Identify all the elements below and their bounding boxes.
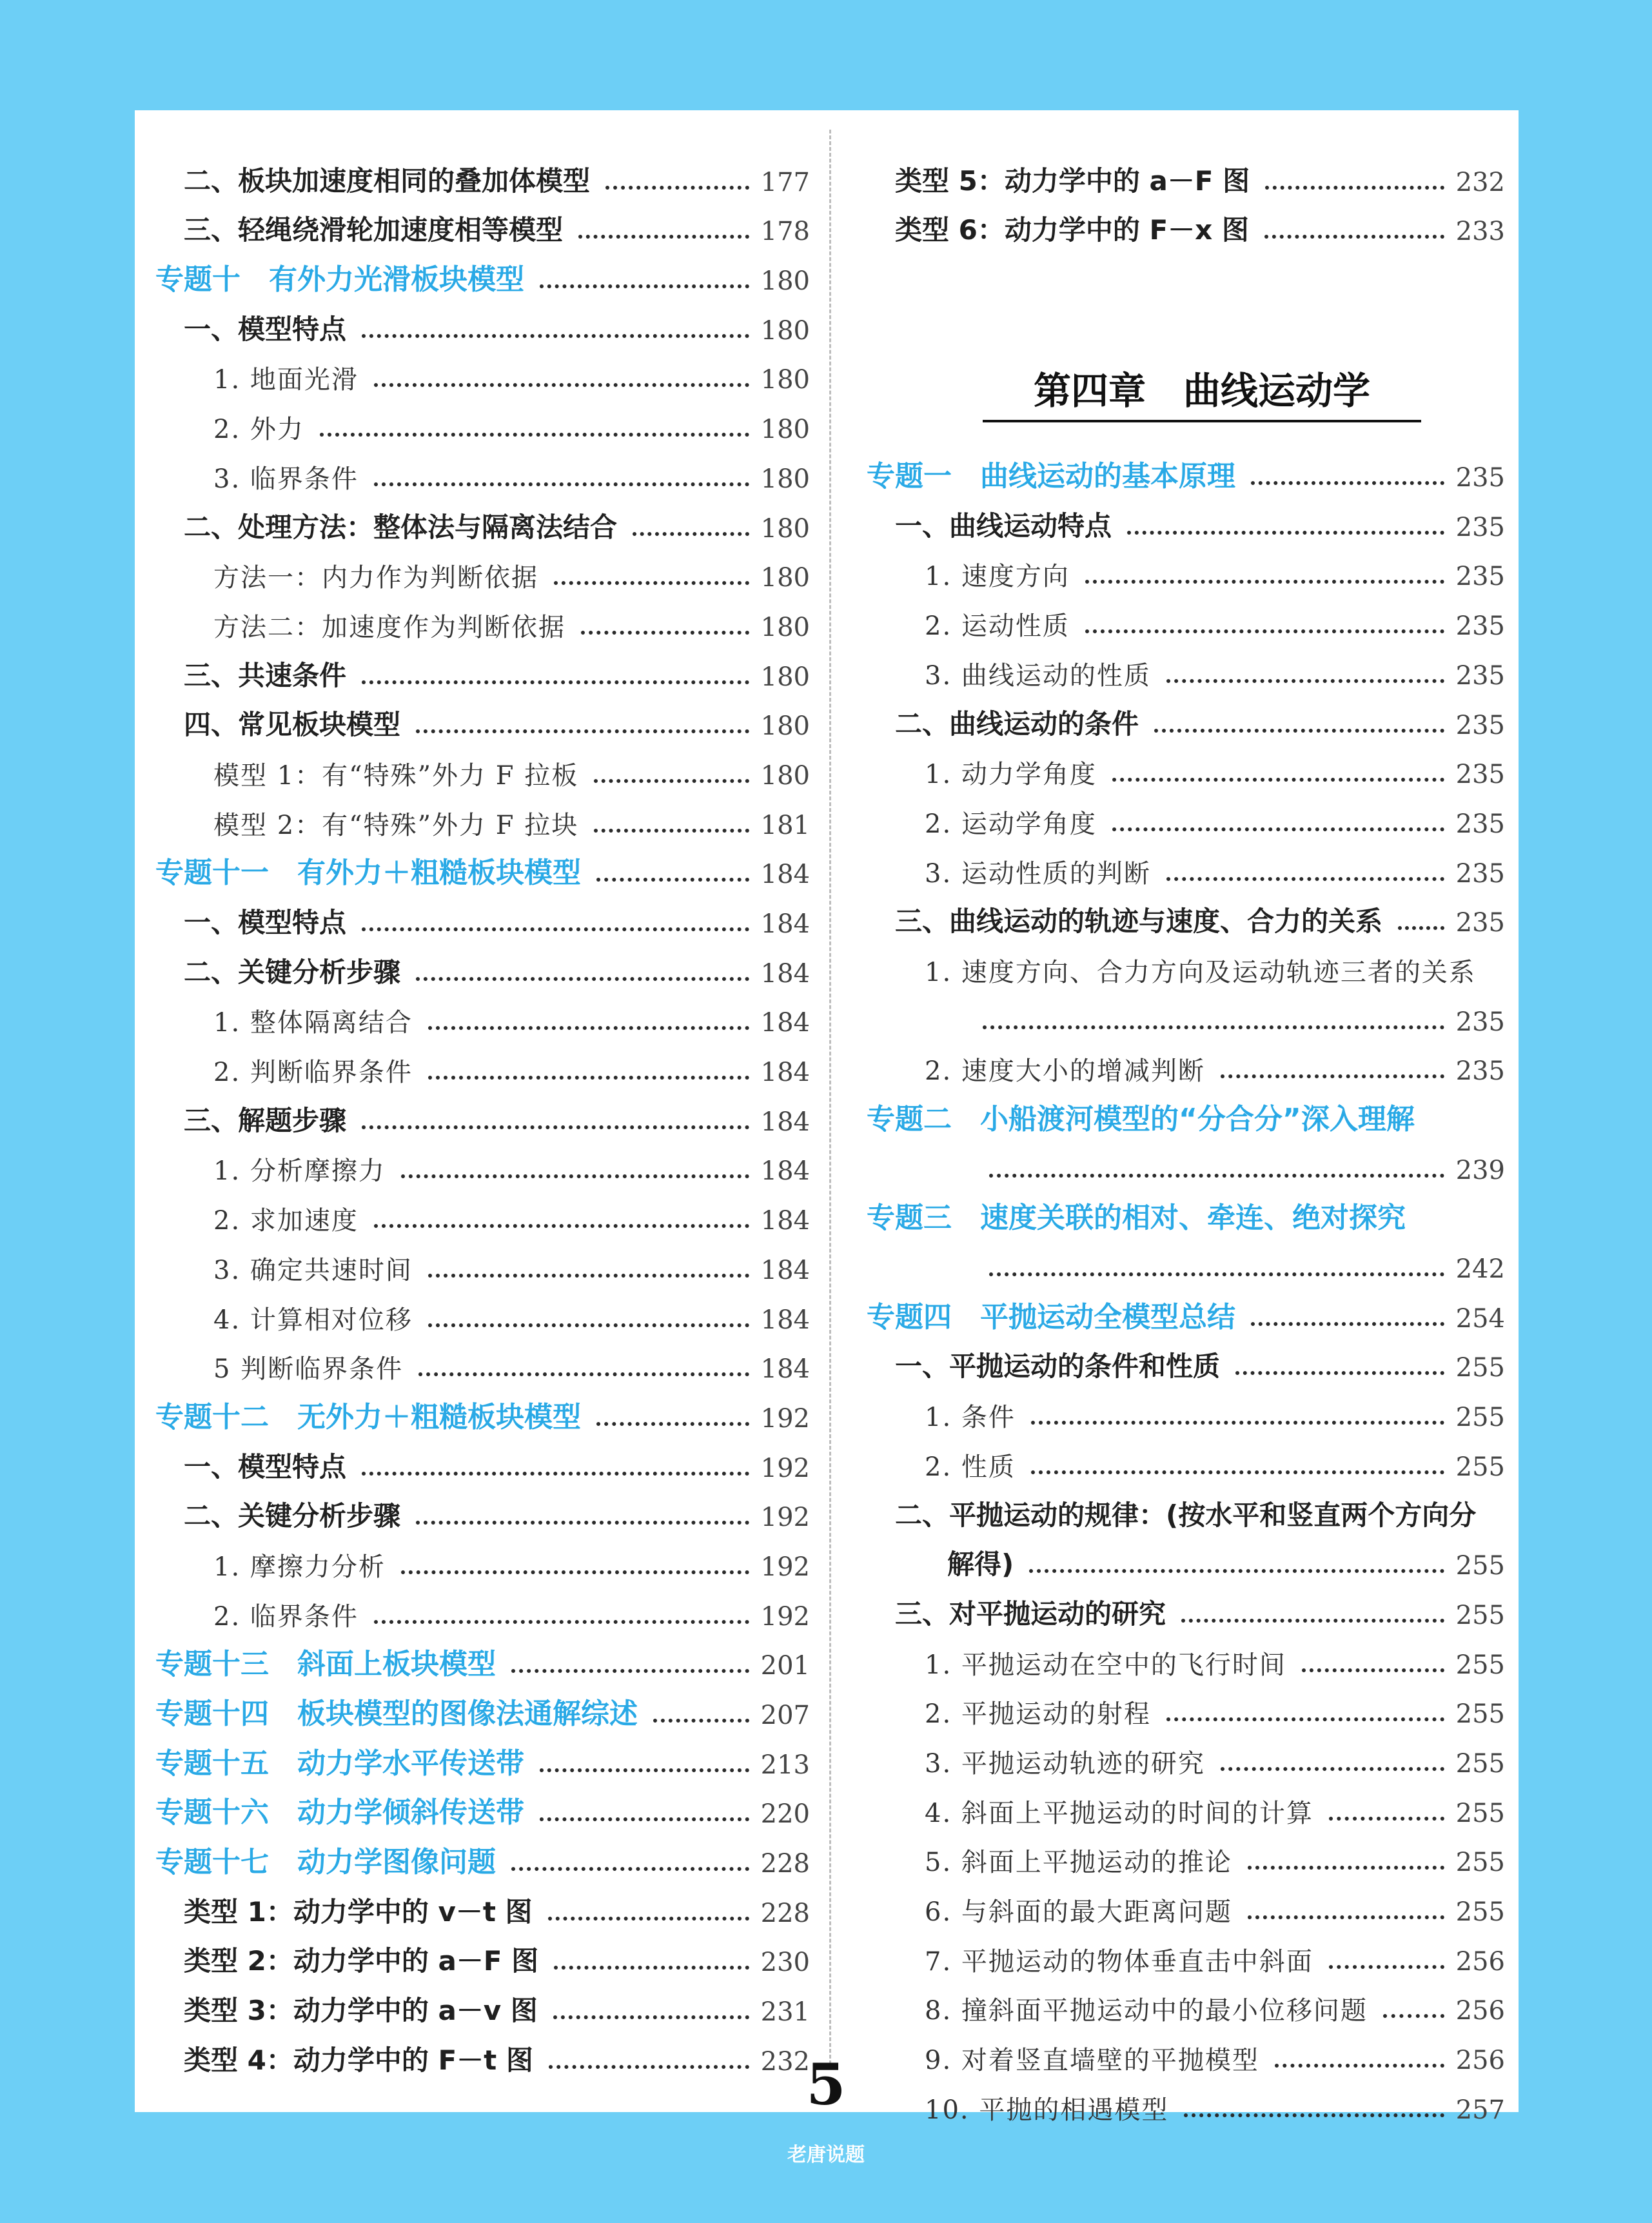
- toc-entry-title: 类型 4：动力学中的 F－t 图: [184, 2044, 533, 2076]
- toc-entry-page: 256: [1455, 2046, 1505, 2076]
- toc-entry-page: 192: [760, 1503, 810, 1533]
- leader-dots: [1235, 1371, 1444, 1375]
- toc-entry-title: 1. 摩擦力分析: [213, 1552, 386, 1582]
- toc-entry-page: 180: [760, 464, 810, 494]
- toc-entry-title: 2. 求加速度: [213, 1206, 359, 1236]
- toc-entry-page: 255: [1455, 1650, 1505, 1680]
- toc-entry-title: 专题四 平抛运动全模型总结: [867, 1300, 1235, 1334]
- toc-entry-page: 235: [1455, 660, 1505, 691]
- leader-dots: [1265, 186, 1444, 190]
- toc-entry-page: 192: [760, 1601, 810, 1632]
- leader-dots: [374, 1620, 749, 1624]
- leader-dots: [594, 779, 749, 783]
- toc-entry-title: 专题一 曲线运动的基本原理: [867, 460, 1235, 493]
- leader-dots: [605, 186, 749, 190]
- leader-dots: [374, 383, 749, 387]
- toc-entry-title: 模型 2：有“特殊”外力 F 拉块: [213, 810, 579, 840]
- toc-entry-page: 180: [760, 563, 810, 593]
- leader-dots: [1302, 1668, 1444, 1672]
- toc-entry-title: 7. 平抛运动的物体垂直击中斜面: [925, 1946, 1313, 1977]
- toc-entry[interactable]: [155, 1485, 810, 1534]
- toc-entry-title: 1. 速度方向: [925, 562, 1070, 592]
- toc-entry[interactable]: [867, 840, 1505, 890]
- toc-entry-title: 专题十 有外力光滑板块模型: [155, 263, 524, 297]
- toc-entry-page: 235: [1455, 1056, 1505, 1087]
- toc-entry-page: 220: [760, 1799, 810, 1830]
- toc-entry-title: 模型 1：有“特殊”外力 F 拉板: [213, 760, 579, 791]
- toc-entry[interactable]: [155, 1732, 810, 1781]
- toc-entry[interactable]: [867, 1434, 1505, 1483]
- leader-dots: [1329, 1817, 1444, 1821]
- toc-entry-title: 专题十五 动力学水平传送带: [155, 1746, 524, 1780]
- toc-entry-page: 180: [760, 266, 810, 297]
- toc-entry-page: 184: [760, 860, 810, 890]
- toc-entry[interactable]: [155, 1979, 810, 2028]
- leader-dots: [554, 581, 749, 585]
- toc-entry-page: 180: [760, 513, 810, 544]
- toc-entry-page: 235: [1455, 760, 1505, 790]
- column-divider: [829, 130, 831, 2064]
- leader-dots: [362, 927, 749, 931]
- toc-entry[interactable]: [867, 1137, 1505, 1187]
- toc-entry-title: 1. 速度方向、合力方向及运动轨迹三者的关系: [925, 957, 1476, 987]
- toc-entry-title: 专题十三 斜面上板块模型: [155, 1648, 496, 1681]
- leader-dots: [1112, 778, 1444, 782]
- toc-entry[interactable]: [155, 594, 810, 644]
- toc-entry[interactable]: [155, 1435, 810, 1485]
- toc-entry[interactable]: [867, 1582, 1505, 1632]
- toc-entry-page: 181: [760, 810, 810, 840]
- leader-dots: [540, 284, 749, 288]
- toc-entry[interactable]: [867, 791, 1505, 840]
- toc-entry-title: 9. 对着竖直墙壁的平抛模型: [925, 2046, 1259, 2076]
- toc-entry-title: 1. 分析摩擦力: [213, 1156, 386, 1187]
- toc-entry-page: 235: [1455, 562, 1505, 592]
- toc-entry-title: 1. 动力学角度: [925, 760, 1097, 790]
- toc-entry-title: 一、模型特点: [184, 907, 347, 938]
- toc-entry-title: 2. 运动学角度: [925, 809, 1097, 839]
- toc-entry-page: 255: [1455, 1848, 1505, 1878]
- toc-entry-page: 239: [1455, 1155, 1505, 1185]
- toc-entry[interactable]: [155, 742, 810, 792]
- toc-entry-page: 254: [1455, 1303, 1505, 1334]
- toc-entry-title: 二、处理方法：整体法与隔离法结合: [184, 511, 618, 543]
- toc-entry[interactable]: [867, 1384, 1505, 1434]
- leader-dots: [1221, 1767, 1444, 1771]
- toc-entry-title: 专题十四 板块模型的图像法通解综述: [155, 1697, 638, 1730]
- toc-entry-title: 二、平抛运动的规律：(按水平和竖直两个方向分: [895, 1499, 1477, 1531]
- leader-dots: [1112, 827, 1444, 831]
- toc-entry-title: 2. 速度大小的增减判断: [925, 1056, 1205, 1087]
- leader-dots: [1251, 481, 1444, 485]
- toc-entry[interactable]: [867, 1928, 1505, 1978]
- leader-dots: [1085, 580, 1444, 584]
- toc-left-column: [155, 149, 810, 2078]
- leader-dots: [428, 1323, 749, 1327]
- toc-entry-title: 4. 斜面上平抛运动的时间的计算: [925, 1798, 1313, 1828]
- leader-dots: [374, 482, 749, 486]
- leader-dots: [596, 1422, 749, 1426]
- toc-entry-title: 3. 运动性质的判断: [925, 858, 1151, 889]
- leader-dots: [416, 1521, 749, 1525]
- toc-entry[interactable]: [155, 1187, 810, 1237]
- toc-entry[interactable]: [867, 199, 1505, 248]
- toc-entry[interactable]: [155, 1287, 810, 1336]
- toc-entry[interactable]: [155, 1930, 810, 1979]
- toc-entry[interactable]: [155, 446, 810, 495]
- toc-entry[interactable]: [867, 1681, 1505, 1731]
- toc-entry[interactable]: [155, 396, 810, 446]
- toc-entry-title: 类型 6：动力学中的 F－x 图: [895, 214, 1249, 246]
- leader-dots: [581, 631, 749, 635]
- toc-entry-title: 3. 曲线运动的性质: [925, 660, 1151, 691]
- toc-entry[interactable]: [867, 1087, 1505, 1137]
- toc-entry[interactable]: [867, 1187, 1505, 1236]
- leader-dots: [416, 977, 749, 981]
- toc-entry-page: 184: [760, 1354, 810, 1385]
- toc-entry[interactable]: [155, 1138, 810, 1188]
- toc-entry-title: 3. 确定共速时间: [213, 1255, 413, 1285]
- toc-entry-page: 235: [1455, 512, 1505, 542]
- leader-dots: [1251, 1322, 1444, 1326]
- toc-entry-title: 四、常见板块模型: [184, 709, 401, 741]
- toc-entry-page: 213: [760, 1750, 810, 1780]
- toc-right-list: [867, 444, 1505, 2126]
- toc-entry-title: 1. 条件: [925, 1403, 1016, 1433]
- toc-entry-page: 228: [760, 1898, 810, 1928]
- toc-entry-page: 184: [760, 1305, 810, 1335]
- toc-entry[interactable]: [155, 891, 810, 940]
- toc-entry-title: 三、共速条件: [184, 659, 347, 691]
- toc-entry-page: 180: [760, 612, 810, 642]
- leader-dots: [362, 334, 749, 338]
- toc-entry-title: 2. 运动性质: [925, 611, 1070, 642]
- leader-dots: [1166, 1717, 1444, 1721]
- toc-entry-page: 255: [1455, 1600, 1505, 1630]
- leader-dots: [1154, 729, 1444, 733]
- toc-entry[interactable]: [155, 1830, 810, 1880]
- page-sheet: [135, 110, 1519, 2125]
- page-number: 5: [806, 2051, 846, 2118]
- toc-entry-title: 一、曲线运动特点: [895, 509, 1112, 542]
- leader-dots: [428, 1274, 749, 1278]
- toc-entry[interactable]: [155, 297, 810, 347]
- toc-entry-page: 232: [760, 2046, 810, 2077]
- toc-entry-title: 2. 性质: [925, 1452, 1016, 1482]
- toc-entry-page: 180: [760, 315, 810, 346]
- toc-entry[interactable]: [155, 248, 810, 297]
- toc-entry-title: 2. 平抛运动的射程: [925, 1699, 1151, 1730]
- toc-entry-page: 184: [760, 1255, 810, 1285]
- leader-dots: [320, 433, 749, 437]
- toc-entry[interactable]: [867, 890, 1505, 940]
- toc-entry-title: 专题十二 无外力＋粗糙板块模型: [155, 1400, 581, 1434]
- leader-dots: [594, 829, 749, 833]
- toc-entry-title: 5 判断临界条件: [213, 1354, 404, 1385]
- leader-dots: [578, 235, 749, 239]
- toc-entry-title: 三、解题步骤: [184, 1104, 347, 1136]
- toc-entry-title: 专题十一 有外力＋粗糙板块模型: [155, 856, 581, 890]
- toc-entry-title: 专题二 小船渡河模型的“分合分”深入理解: [867, 1103, 1415, 1136]
- toc-entry[interactable]: [155, 149, 810, 199]
- toc-entry-page: 201: [760, 1651, 810, 1681]
- leader-dots: [1383, 2014, 1444, 2018]
- toc-entry[interactable]: [155, 792, 810, 842]
- toc-entry-title: 1. 整体隔离结合: [213, 1008, 413, 1038]
- toc-entry[interactable]: [155, 644, 810, 693]
- toc-entry-page: 184: [760, 1156, 810, 1187]
- leader-dots: [1181, 1619, 1444, 1623]
- toc-entry-title: 一、模型特点: [184, 313, 347, 345]
- toc-entry-page: 235: [1455, 858, 1505, 889]
- toc-entry-page: 235: [1455, 463, 1505, 493]
- leader-dots: [1264, 235, 1444, 239]
- toc-entry-title: 一、平抛运动的条件和性质: [895, 1350, 1221, 1383]
- toc-entry[interactable]: [867, 1038, 1505, 1088]
- toc-entry-title: 4. 计算相对位移: [213, 1305, 413, 1335]
- toc-entry-title: 5. 斜面上平抛运动的推论: [925, 1848, 1232, 1878]
- toc-entry[interactable]: [155, 1237, 810, 1287]
- leader-dots: [511, 1669, 749, 1673]
- toc-entry-page: 235: [1455, 611, 1505, 642]
- toc-entry-title: 1. 地面光滑: [213, 365, 359, 395]
- toc-entry-title: 类型 1：动力学中的 v－t 图: [184, 1895, 533, 1928]
- toc-entry[interactable]: [867, 989, 1505, 1038]
- leader-dots: [362, 680, 749, 684]
- toc-entry-title: 二、板块加速度相同的叠加体模型: [184, 164, 591, 197]
- leader-dots: [428, 1026, 749, 1030]
- toc-entry-page: 228: [760, 1849, 810, 1879]
- toc-entry-title: 8. 撞斜面平抛运动中的最小位移问题: [925, 1996, 1368, 2026]
- toc-entry-title: 三、轻绳绕滑轮加速度相等模型: [184, 214, 564, 246]
- leader-dots: [553, 2015, 749, 2019]
- leader-dots: [374, 1224, 749, 1228]
- toc-entry-title: 2. 外力: [213, 415, 304, 445]
- leader-dots: [548, 1917, 749, 1921]
- toc-entry[interactable]: [155, 1336, 810, 1386]
- toc-entry[interactable]: [155, 1781, 810, 1831]
- toc-entry[interactable]: [155, 1534, 810, 1583]
- toc-entry-page: 256: [1455, 1996, 1505, 2026]
- toc-entry[interactable]: [155, 199, 810, 248]
- toc-entry[interactable]: [155, 1385, 810, 1435]
- toc-entry[interactable]: [155, 693, 810, 743]
- toc-entry-page: 242: [1455, 1254, 1505, 1285]
- toc-entry[interactable]: [867, 494, 1505, 544]
- toc-entry-title: 二、关键分析步骤: [184, 1500, 401, 1532]
- toc-entry-title: 类型 3：动力学中的 a－v 图: [184, 1995, 538, 2027]
- chapter-title: 第四章 曲线运动学: [983, 361, 1421, 422]
- toc-entry-page: 184: [760, 958, 810, 989]
- toc-entry-title: 6. 与斜面的最大距离问题: [925, 1897, 1232, 1927]
- toc-entry-page: 192: [760, 1403, 810, 1434]
- toc-entry-page: 255: [1455, 1897, 1505, 1927]
- toc-entry[interactable]: [867, 1483, 1505, 1533]
- toc-entry-page: 255: [1455, 1452, 1505, 1482]
- toc-entry[interactable]: [155, 1039, 810, 1089]
- toc-entry[interactable]: [867, 1830, 1505, 1879]
- leader-dots: [401, 1174, 749, 1178]
- toc-entry-page: 180: [760, 760, 810, 791]
- leader-dots: [1085, 629, 1444, 633]
- toc-entry[interactable]: [867, 742, 1505, 791]
- toc-entry-page: 255: [1455, 1551, 1505, 1581]
- toc-entry-title: 10. 平抛的相遇模型: [925, 2095, 1169, 2125]
- toc-entry-page: 255: [1455, 1353, 1505, 1383]
- toc-entry[interactable]: [867, 1978, 1505, 2028]
- leader-dots: [540, 1817, 749, 1821]
- toc-entry[interactable]: [867, 1236, 1505, 1285]
- leader-dots: [540, 1768, 749, 1772]
- toc-entry-page: 233: [1455, 217, 1505, 247]
- toc-entry-page: 180: [760, 662, 810, 692]
- toc-right-column: [867, 149, 1505, 2126]
- leader-dots: [1166, 877, 1444, 881]
- toc-entry-page: 235: [1455, 710, 1505, 740]
- toc-entry[interactable]: [867, 1780, 1505, 1830]
- toc-entry-page: 180: [760, 415, 810, 445]
- toc-entry-title: 2. 判断临界条件: [213, 1058, 413, 1088]
- chapter-heading-block: [867, 248, 1505, 444]
- toc-entry-page: 184: [760, 1058, 810, 1088]
- toc-entry-page: 180: [760, 365, 810, 395]
- toc-entry-page: 255: [1455, 1748, 1505, 1779]
- toc-entry[interactable]: [867, 1879, 1505, 1928]
- toc-entry[interactable]: [867, 1533, 1505, 1583]
- toc-entry[interactable]: [155, 495, 810, 545]
- toc-entry-page: 235: [1455, 1007, 1505, 1037]
- toc-entry[interactable]: [155, 1880, 810, 1930]
- leader-dots: [1398, 926, 1444, 930]
- toc-entry-title: 方法二：加速度作为判断依据: [213, 612, 565, 642]
- leader-dots: [633, 532, 749, 536]
- leader-dots: [1248, 1915, 1444, 1919]
- toc-entry-title: 专题十七 动力学图像问题: [155, 1846, 496, 1879]
- leader-dots: [428, 1076, 749, 1080]
- toc-entry-title: 一、模型特点: [184, 1450, 347, 1483]
- toc-entry-page: 184: [760, 1206, 810, 1236]
- toc-entry-title: 类型 5：动力学中的 a－F 图: [895, 164, 1250, 197]
- leader-dots: [983, 1025, 1444, 1029]
- toc-entry[interactable]: [155, 990, 810, 1040]
- toc-entry-page: 231: [760, 1997, 810, 2028]
- toc-entry-page: 177: [760, 167, 810, 197]
- toc-entry[interactable]: [155, 1633, 810, 1683]
- leader-dots: [989, 1272, 1444, 1276]
- toc-entry-title: 三、曲线运动的轨迹与速度、合力的关系: [895, 905, 1383, 938]
- leader-dots: [362, 1125, 749, 1129]
- toc-entry[interactable]: [867, 642, 1505, 692]
- toc-entry-page: 255: [1455, 1699, 1505, 1730]
- toc-entry[interactable]: [867, 939, 1505, 989]
- toc-entry-title: 2. 临界条件: [213, 1601, 359, 1632]
- toc-entry-page: 178: [760, 217, 810, 247]
- toc-entry-page: 207: [760, 1701, 810, 1730]
- toc-entry-title: 专题三 速度关联的相对、牵连、绝对探究: [867, 1201, 1406, 1235]
- toc-entry[interactable]: [867, 692, 1505, 742]
- toc-entry[interactable]: [867, 149, 1505, 199]
- toc-entry-title: 解得): [947, 1548, 1014, 1581]
- toc-entry-title: 方法一：内力作为判断依据: [213, 563, 538, 593]
- leader-dots: [511, 1867, 749, 1871]
- toc-entry[interactable]: [155, 545, 810, 595]
- leader-dots: [1221, 1074, 1444, 1078]
- leader-dots: [554, 1966, 749, 1970]
- leader-dots: [416, 729, 749, 733]
- leader-dots: [1166, 679, 1444, 683]
- toc-entry-title: 专题十六 动力学倾斜传送带: [155, 1796, 524, 1830]
- leader-dots: [1248, 1866, 1444, 1870]
- toc-entry-page: 184: [760, 909, 810, 939]
- toc-entry[interactable]: [867, 444, 1505, 494]
- leader-dots: [1029, 1569, 1444, 1573]
- toc-entry[interactable]: [155, 347, 810, 397]
- toc-entry-title: 3. 临界条件: [213, 464, 359, 494]
- toc-entry[interactable]: [867, 1730, 1505, 1780]
- toc-entry-page: 255: [1455, 1403, 1505, 1433]
- leader-dots: [1329, 1965, 1444, 1969]
- toc-entry-page: 235: [1455, 908, 1505, 938]
- leader-dots: [418, 1372, 749, 1376]
- footer-text: 老唐说题: [787, 2144, 865, 2166]
- toc-entry-page: 192: [760, 1552, 810, 1582]
- toc-entry[interactable]: [155, 842, 810, 891]
- toc-entry-page: 192: [760, 1453, 810, 1483]
- toc-entry-title: 1. 平抛运动在空中的飞行时间: [925, 1650, 1286, 1680]
- toc-entry-page: 257: [1455, 2095, 1505, 2125]
- toc-entry-page: 255: [1455, 1798, 1505, 1828]
- toc-entry-page: 184: [760, 1008, 810, 1038]
- leader-dots: [401, 1570, 749, 1574]
- leader-dots: [653, 1719, 749, 1723]
- toc-entry[interactable]: [155, 1682, 810, 1732]
- toc-entry-page: 184: [760, 1107, 810, 1137]
- toc-entry[interactable]: [155, 1089, 810, 1138]
- toc-right-top: [867, 149, 1505, 248]
- leader-dots: [1031, 1470, 1444, 1474]
- toc-entry-page: 230: [760, 1948, 810, 1978]
- leader-dots: [1031, 1421, 1444, 1425]
- leader-dots: [596, 878, 749, 882]
- toc-entry[interactable]: [867, 1335, 1505, 1385]
- toc-entry-title: 二、曲线运动的条件: [895, 707, 1139, 740]
- toc-entry[interactable]: [867, 1632, 1505, 1681]
- leader-dots: [1127, 531, 1444, 535]
- toc-entry[interactable]: [867, 593, 1505, 642]
- toc-entry-page: 232: [1455, 167, 1505, 197]
- toc-entry-page: 235: [1455, 809, 1505, 839]
- toc-entry-page: 256: [1455, 1946, 1505, 1977]
- leader-dots: [362, 1472, 749, 1476]
- toc-entry[interactable]: [867, 544, 1505, 593]
- toc-entry-title: 三、对平抛运动的研究: [895, 1597, 1166, 1630]
- leader-dots: [989, 1174, 1444, 1178]
- toc-entry-title: 类型 2：动力学中的 a－F 图: [184, 1945, 539, 1977]
- toc-entry[interactable]: [867, 1285, 1505, 1335]
- toc-entry-page: 180: [760, 711, 810, 742]
- toc-entry-title: 3. 平抛运动轨迹的研究: [925, 1748, 1205, 1779]
- toc-entry-title: 二、关键分析步骤: [184, 956, 401, 988]
- toc-entry[interactable]: [155, 1583, 810, 1633]
- toc-entry[interactable]: [155, 940, 810, 990]
